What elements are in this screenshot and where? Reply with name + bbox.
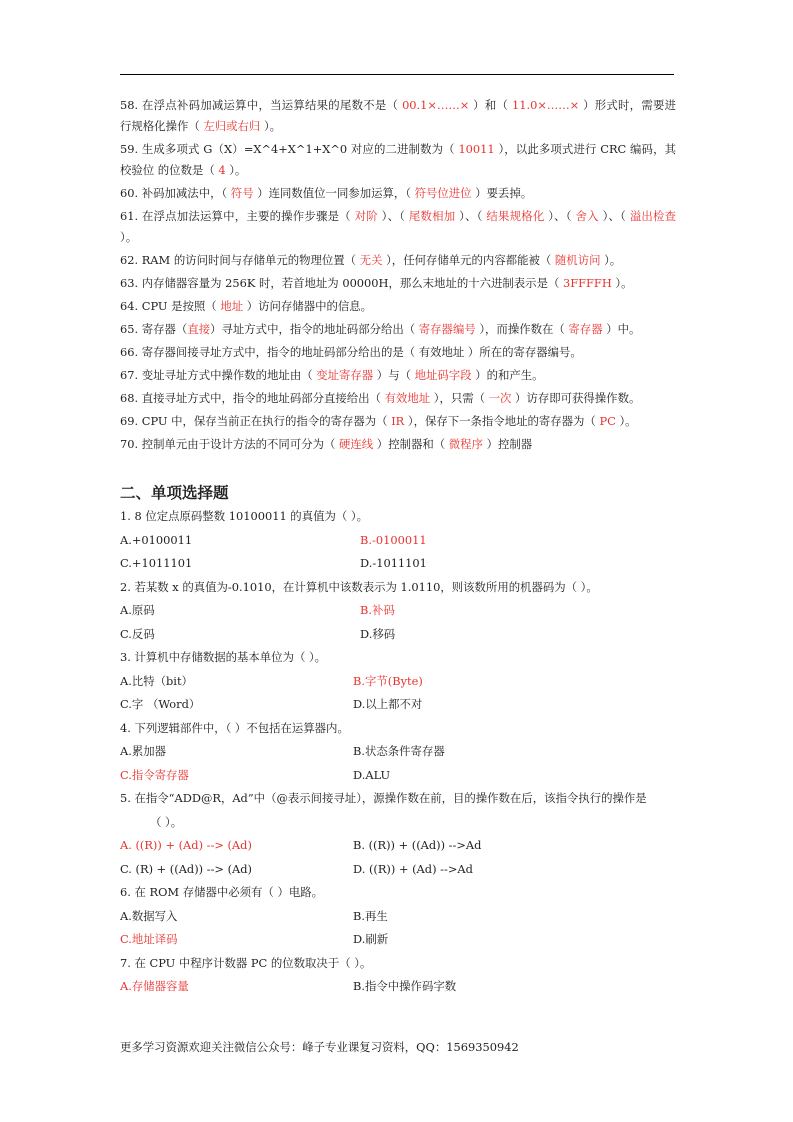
answer-text: 寄存器编号 [418,322,476,336]
option-row [120,623,676,647]
correct-option: C.指令寄存器 [120,767,189,782]
option: B. ((R)) + ((Ad)) -->Ad [353,838,482,852]
question-text: ）寻址方式中，指令的地址码部分给出（ [210,322,419,336]
question-text: ），只需（ [430,391,489,405]
question-text: ）。 [611,276,633,290]
option-row [120,670,676,694]
question-text: ）。 [600,253,622,267]
correct-option: B.字节(Byte) [353,673,423,688]
fill-in-question [120,183,676,204]
answer-text: 地址码字段 [414,368,472,382]
question-text: ）、（ [544,209,576,223]
question-text: ）的和产生。 [471,368,544,382]
question-stem: 3. 计算机中存储数据的基本单位为（ ）。 [120,650,327,664]
answer-text: 4 [218,163,226,177]
answer-text: 结果规格化 [486,209,545,223]
question-text: 68. 直接寻址方式中，指令的地址码部分直接给出（ [120,391,385,405]
option: D.ALU [353,767,391,782]
question-text: 62. RAM 的访问时间与存储单元的物理位置（ [120,253,360,267]
fill-in-question [120,388,676,409]
answer-text: PC [599,414,616,428]
answer-text: 10011 [458,142,495,156]
option: A.比特（bit） [120,673,193,688]
answer-text: 符号 [230,186,254,200]
question-stem: 5. 在指令“ADD@R，Ad”中（@表示间接寻址），源操作数在前，目的操作数在后，该指令执行的操作是 [120,791,647,805]
option: B.指令中操作码字数 [353,979,457,993]
answer-text: 3FFFFH [562,276,612,290]
question-text: ）、（ [377,209,409,223]
option-row [120,975,676,999]
section-title: 二、单项选择题 [120,484,229,502]
option: D.刷新 [353,932,389,946]
answer-text: 左归或右归 [203,119,261,133]
answer-text: 地址 [220,299,244,313]
option: D.以上都不对 [353,697,423,711]
answer-text: 微程序 [448,437,483,451]
fill-in-question [120,296,676,317]
question-text: ）与（ [373,368,415,382]
answer-text: 尾数相加 [408,209,456,223]
answer-text: 00.1×……× [402,98,470,112]
option: C. (R) + ((Ad)) --> (Ad) [120,861,252,876]
answer-text: 随机访问 [554,253,601,267]
fill-in-section [120,95,676,455]
correct-option: B.补码 [360,603,395,617]
fill-in-question [120,139,676,181]
question-text: ）和（ [469,98,512,112]
question-text: ）控制器和（ [373,437,449,451]
answer-text: 无关 [359,253,383,267]
question-stem: 2. 若某数 x 的真值为-0.1010，在计算机中该数表示为 1.0110，则该数所用的机器码为（ ）。 [120,579,598,594]
question-text: ）。 [120,230,138,244]
question-text: ），而操作数在（ [475,322,569,336]
option-row [120,905,676,929]
question-text: 69. CPU 中，保存当前正在执行的指令的寄存器为（ [120,414,392,428]
correct-option: C.地址译码 [120,932,178,946]
option: B.状态条件寄存器 [353,744,445,758]
question-text: ）访问存储器中的信息。 [243,299,373,313]
answer-text: 变址寄存器 [316,368,374,382]
fill-in-question [120,365,676,386]
option: B.再生 [353,908,388,923]
question-text: ）要丢掉。 [471,186,533,200]
question-text: 65. 寄存器（ [120,322,188,336]
option: A.累加器 [120,744,167,758]
fill-in-question [120,411,676,432]
header-rule [120,74,674,75]
question-text: ），以此多项式进行 CRC 编码，其校验位 的位数是（ [120,142,677,177]
option-row [120,764,676,788]
question-text: ），保存下一条指令地址的寄存器为（ [404,414,600,428]
fill-in-question [120,434,676,455]
question-text: 67. 变址寻址方式中操作数的地址由（ [120,368,317,382]
question-text: 63. 内存储器容量为 256K 时，若首地址为 00000H，那么末地址的十六进制表示是（ [120,276,563,290]
question-text: 59. 生成多项式 G（X）=X^4+X^1+X^0 对应的二进制数为（ [120,142,459,156]
correct-option: A. ((R)) + (Ad) --> (Ad) [120,838,252,852]
question-text: 60. 补码加减法中，（ [120,186,231,200]
option-row [120,858,676,882]
answer-text: 直接 [187,322,211,336]
question-text: ）。 [260,119,282,133]
answer-text: 硬连线 [339,437,374,451]
fill-in-question [120,342,676,363]
question-stem: 1. 8 位定点原码整数 10100011 的真值为（ ）。 [120,509,368,523]
option-row [120,529,676,553]
option-row [120,552,676,576]
answer-text: 寄存器 [568,322,603,336]
question-text: 61. 在浮点加法运算中，主要的操作步骤是（ [120,209,355,223]
option-row [120,928,676,952]
option: C.字 （Word） [120,697,201,711]
option: A.+0100011 [120,532,193,547]
answer-text: 有效地址 [384,391,431,405]
footer-note: 更多学习资源欢迎关注微信公众号：峰子专业课复习资料，QQ：1569350942 [120,1040,519,1054]
document-body [120,95,676,999]
option: C.+1011101 [120,556,193,570]
answer-text: 舍入 [575,209,599,223]
option-row [120,693,676,717]
correct-option: A.存储器容量 [120,979,189,993]
question-stem: 6. 在 ROM 存储器中必须有（ ）电路。 [120,885,324,899]
option: A.原码 [120,603,155,617]
option: C.反码 [120,626,155,641]
option: D.移码 [360,626,396,641]
fill-in-question [120,95,676,137]
question-text: ）连同数值位一同参加运算，（ [253,186,415,200]
question-text: ）控制器 [482,437,533,451]
option: D.-1011101 [360,556,427,570]
fill-in-question [120,319,676,340]
question-text: ）。 [615,414,637,428]
question-text: ）访存即可获得操作数。 [511,391,641,405]
question-text: ）、（ [598,209,630,223]
answer-text: IR [391,414,405,428]
question-stem-continued: （ ）。 [150,814,183,829]
option: A.数据写入 [120,908,178,923]
question-text: 64. CPU 是按照（ [120,299,221,313]
option-row [120,740,676,764]
answer-text: 符号位进位 [414,186,472,200]
question-text: 58. 在浮点补码加减运算中，当运算结果的尾数不是（ [120,98,403,112]
question-text: ），任何存储单元的内容都能被（ [382,253,555,267]
question-stem: 7. 在 CPU 中程序计数器 PC 的位数取决于（ ）。 [120,955,372,970]
question-text: 70. 控制单元由于设计方法的不同可分为（ [120,437,339,451]
option: D. ((R)) + (Ad) -->Ad [353,861,473,876]
question-stem: 4. 下列逻辑部件中，（ ）不包括在运算器内。 [120,720,349,735]
question-text: ）。 [225,163,247,177]
fill-in-question [120,273,676,294]
question-text: ）中。 [602,322,641,336]
answer-text: 对阶 [354,209,378,223]
option-row [120,599,676,623]
correct-option: B.-0100011 [360,532,427,547]
question-text: ）、（ [455,209,487,223]
fill-in-question [120,206,676,248]
answer-text: 11.0×……× [511,98,580,112]
question-text: ）形式时，需要进行规格化操作（ [120,98,676,133]
answer-text: 一次 [488,391,512,405]
multiple-choice-section [120,505,676,999]
option-row [120,834,676,858]
question-text: 66. 寄存器间接寻址方式中，指令的地址码部分给出的是（ 有效地址 ）所在的寄存器编号。 [120,345,582,359]
fill-in-question [120,250,676,271]
answer-text: 溢出检查 [629,209,677,223]
